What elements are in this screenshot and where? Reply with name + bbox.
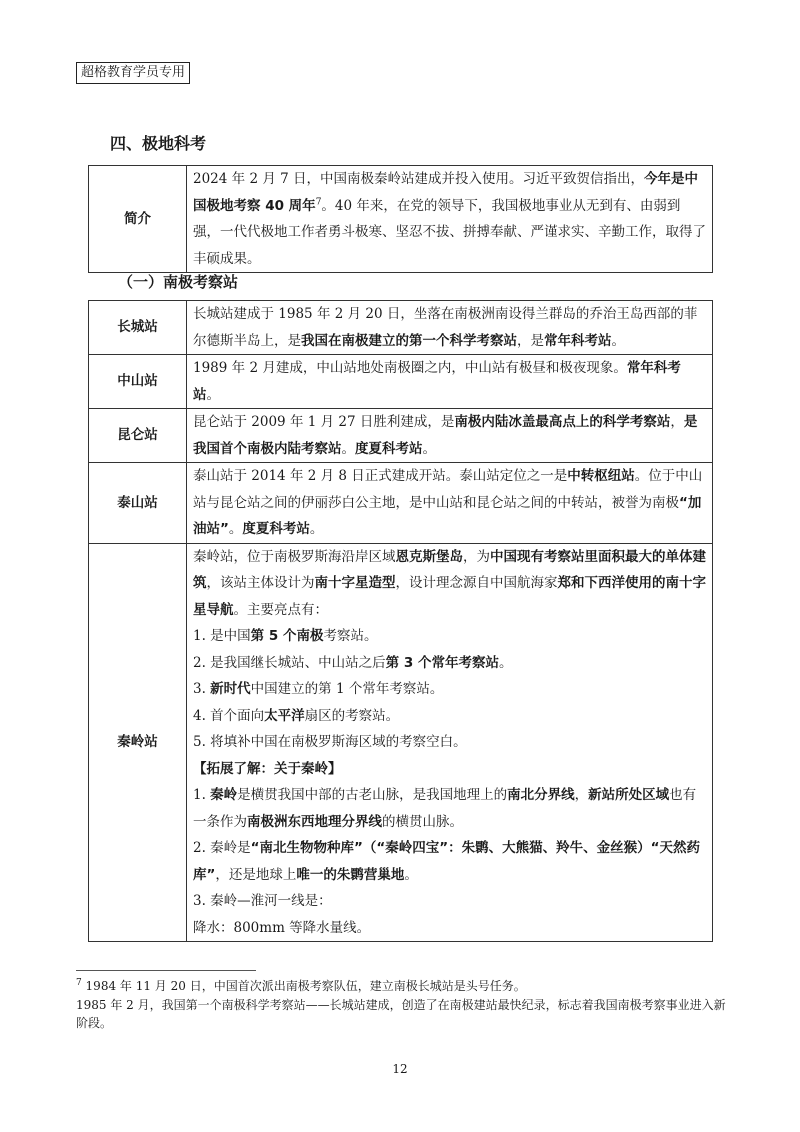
station-desc xyxy=(187,543,713,942)
footnote-mark: 7 xyxy=(76,978,82,988)
text: 。 xyxy=(611,332,625,349)
text: ，还是地球上 xyxy=(215,866,297,883)
station-row-kunlun xyxy=(89,409,713,463)
extension-item: 3. 秦岭—淮河一线是： xyxy=(193,893,332,909)
list-item xyxy=(193,623,706,650)
station-row-qinling xyxy=(89,543,713,942)
highlight: 郑和下西洋使用的南十字星导航 xyxy=(193,575,706,618)
text: ，设计理念源自中国航海家 xyxy=(395,575,558,591)
list-item xyxy=(193,676,706,703)
intro-text xyxy=(187,166,713,273)
text: 3. xyxy=(193,681,211,697)
text: 。 xyxy=(206,386,220,403)
page-number: 12 xyxy=(392,1062,408,1076)
text: 1989 年 2 月建成，中山站地处南极圈之内，中山站有极昼和极夜现象。 xyxy=(193,360,627,376)
text: 是横贯我国中部的古老山脉，是我国地理上的 xyxy=(237,787,508,803)
highlight: 太平洋 xyxy=(264,707,305,724)
highlight: 度夏科考站 xyxy=(242,521,310,537)
highlight: 新时代 xyxy=(210,681,251,697)
highlight: 度夏科考站 xyxy=(355,440,423,457)
highlight: 中国现有考察站里面积最大的单体建筑 xyxy=(193,548,706,591)
highlight: 唯一的朱鹮营巢地 xyxy=(296,866,405,883)
station-row-taishan xyxy=(89,463,713,544)
station-desc xyxy=(187,355,713,409)
text: 1. 是中国 xyxy=(193,628,251,644)
text: 。主要亮点有： xyxy=(233,601,328,618)
station-desc xyxy=(187,409,713,463)
intro-p2: 。40 年来，在党的领导下，我国极地事业从无到有、由弱到强，一代代极地工作者勇斗极寒、坚忍不拔、拼搏奉献、严谨求实、辛勤工作，取得了丰硕成果。 xyxy=(193,197,706,267)
footnote-2: 1985 年 2 月，我国第一个南极科学考察站——长城站建成，创造了在南极建站最快纪录，标志着我国南极考察事业进入新阶段。 xyxy=(76,998,726,1030)
highlight: 恩克斯堡岛 xyxy=(395,548,463,565)
header-tag: 超格教育学员专用 xyxy=(76,62,190,84)
highlight: 第 3 个常年考察站 xyxy=(385,654,499,671)
intro-label: 简介 xyxy=(89,166,187,273)
text: ， xyxy=(574,787,589,803)
text: 中国建立的第 1 个常年考察站。 xyxy=(250,681,444,697)
highlight: 南北分界线 xyxy=(507,787,575,803)
extension-title: 【拓展了解：关于秦岭】 xyxy=(193,760,342,777)
highlight: 我国在南极建立的第一个科学考察站 xyxy=(301,332,517,349)
text: 1. xyxy=(193,787,211,803)
station-table xyxy=(88,300,713,942)
highlight: 南十字星造型 xyxy=(314,575,396,591)
footnote-divider xyxy=(76,970,256,971)
station-desc xyxy=(187,301,713,355)
footnote-1 xyxy=(76,977,736,995)
subsection-title: （一）南极考察站 xyxy=(118,273,239,291)
highlight: 秦岭 xyxy=(210,787,238,803)
highlight: 常年科考站 xyxy=(193,360,681,403)
text: 。位于中山站与昆仑站之间的伊丽莎白公主地，是中山站和昆仑站之间的中转站，被誉为南极 xyxy=(193,468,703,511)
station-desc xyxy=(187,463,713,544)
highlight: 第 5 个南极 xyxy=(250,628,324,644)
text: 的横贯山脉。 xyxy=(382,813,463,830)
text: 。 xyxy=(498,654,513,671)
highlight: 中转枢纽站 xyxy=(567,468,635,484)
text: ，是 xyxy=(517,332,544,349)
station-label: 中山站 xyxy=(89,355,187,409)
highlight: 南极洲东西地理分界线 xyxy=(247,813,382,830)
intro-p1: 2024 年 2 月 7 日，中国南极秦岭站建成并投入使用。习近平致贺信指出， xyxy=(193,171,644,187)
text: 2. 秦岭是 xyxy=(193,840,251,856)
station-label: 昆仑站 xyxy=(89,409,187,463)
intro-p1-bold: 今年是中国极地考察 40 周年 xyxy=(193,171,698,214)
station-label: 泰山站 xyxy=(89,463,187,544)
qinling-intro xyxy=(193,544,706,624)
text: 长城站建成于 1985 年 2 月 20 日，坐落在南极洲南设得兰群岛的乔治王岛西部的菲尔德斯半岛上，是 xyxy=(193,306,698,349)
text: 2. 是我国继长城站、中山站之后 xyxy=(193,654,386,671)
extension-item: 降水：800mm 等降水量线。 xyxy=(193,919,371,936)
text: 。 xyxy=(228,521,243,537)
station-row-zhongshan xyxy=(89,355,713,409)
list-item xyxy=(193,703,706,730)
extension-item xyxy=(193,782,706,835)
intro-row xyxy=(89,166,713,273)
text: 也有一条作为 xyxy=(193,787,697,830)
station-label: 长城站 xyxy=(89,301,187,355)
text: 扇区的考察站。 xyxy=(304,707,400,724)
intro-table xyxy=(88,165,713,273)
text: 。 xyxy=(309,521,324,537)
text: 4. 首个面向 xyxy=(193,707,265,724)
text: ，为 xyxy=(463,548,490,565)
highlight: 常年科考站 xyxy=(544,332,612,349)
text: 秦岭站，位于南极罗斯海沿岸区域 xyxy=(193,548,396,565)
highlight: “南北生物物种库”（“秦岭四宝”：朱鹮、大熊猫、羚牛、金丝猴）“天然药库” xyxy=(193,840,701,883)
list-item xyxy=(193,650,706,677)
extension-item xyxy=(193,835,706,888)
text: 。 xyxy=(341,440,355,457)
section-title: 四、极地科考 xyxy=(110,134,207,153)
text: 泰山站于 2014 年 2 月 8 日正式建成开站。泰山站定位之一是 xyxy=(193,468,568,484)
highlight: “加油站” xyxy=(193,494,702,537)
text: 昆仑站于 2009 年 1 月 27 日胜利建成，是 xyxy=(193,414,455,430)
highlight: 新站所处区域 xyxy=(588,787,670,803)
list-item: 5. 将填补中国在南极罗斯海区域的考察空白。 xyxy=(193,734,467,750)
text: 考察站。 xyxy=(323,628,378,644)
highlight: 是我国首个南极内陆考察站 xyxy=(193,414,698,457)
station-row-changcheng xyxy=(89,301,713,355)
text: ，该站主体设计为 xyxy=(206,575,315,591)
station-label: 秦岭站 xyxy=(89,543,187,942)
footnote-ref: 7 xyxy=(315,197,322,207)
text: 。 xyxy=(422,440,436,457)
text: 。 xyxy=(404,866,418,883)
highlight: 南极内陆冰盖最高点上的科学考察站 xyxy=(454,414,671,430)
footnote-text: 1984 年 11 月 20 日，中国首次派出南极考察队伍，建立南极长城站是头号任务。 xyxy=(81,979,526,993)
text: ， xyxy=(670,414,684,430)
